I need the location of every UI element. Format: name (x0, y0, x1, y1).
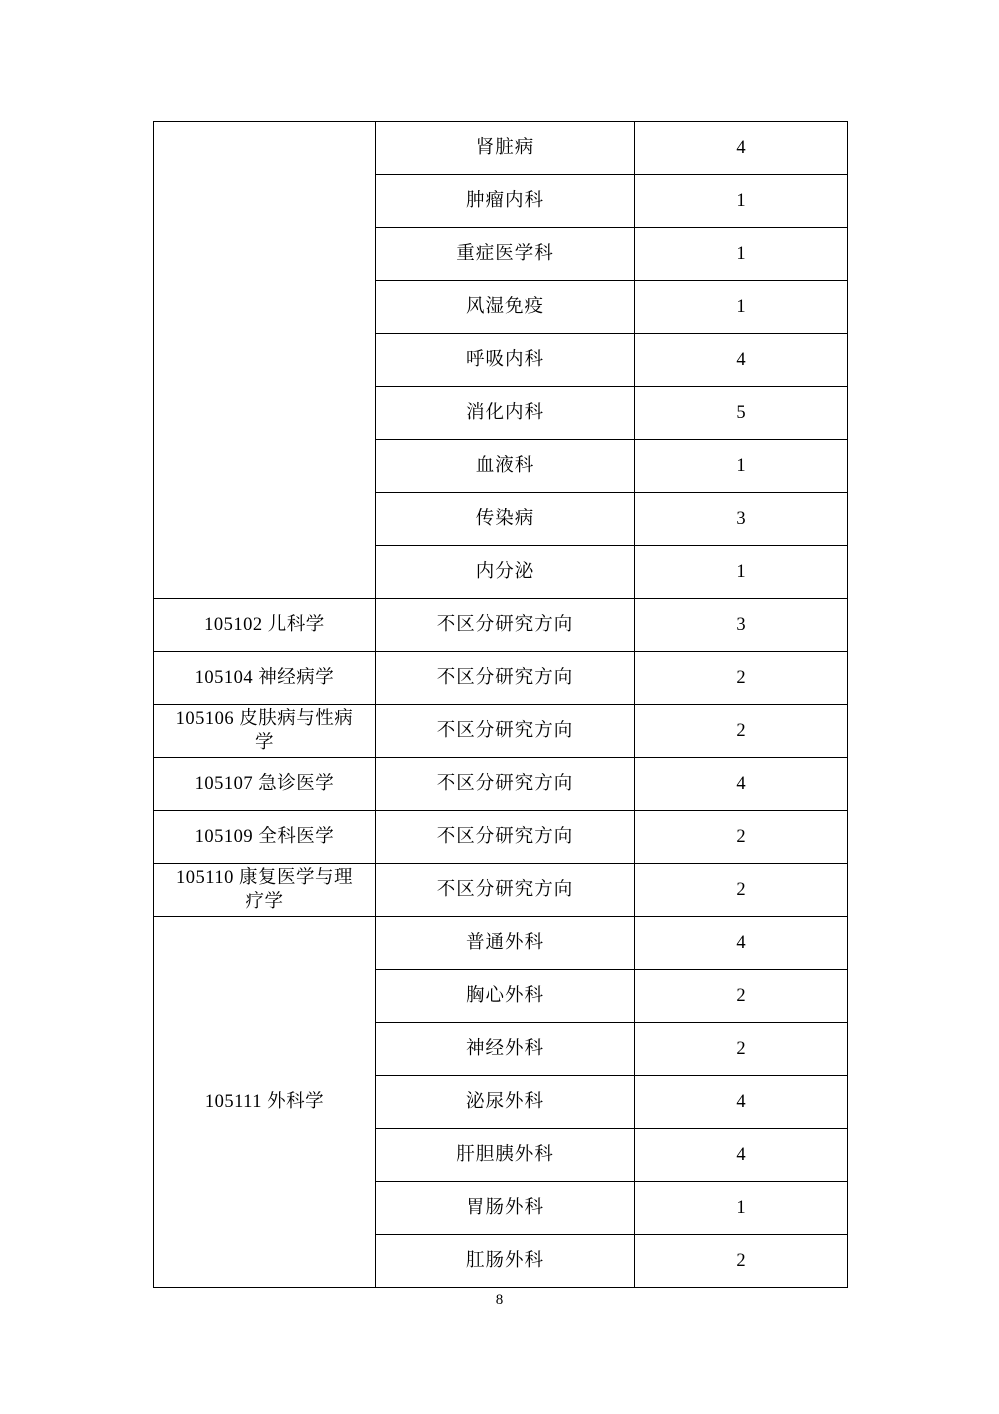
table-row (154, 811, 848, 864)
admissions-table-container (153, 121, 847, 1288)
table-row (154, 652, 848, 705)
direction-cell: 风湿免疫 (376, 281, 635, 334)
count-cell: 5 (635, 387, 848, 440)
major-cell: 105111 外科学 (154, 917, 376, 1288)
count-cell: 4 (635, 758, 848, 811)
admissions-table (153, 121, 848, 1288)
direction-cell: 血液科 (376, 440, 635, 493)
direction-cell: 肿瘤内科 (376, 175, 635, 228)
major-cell-continued (154, 122, 376, 599)
direction-cell: 肝胆胰外科 (376, 1129, 635, 1182)
count-cell: 2 (635, 811, 848, 864)
direction-cell: 胃肠外科 (376, 1182, 635, 1235)
table-row (154, 917, 848, 970)
count-cell: 2 (635, 652, 848, 705)
direction-cell: 肾脏病 (376, 122, 635, 175)
count-cell: 1 (635, 228, 848, 281)
direction-cell: 不区分研究方向 (376, 705, 635, 758)
direction-cell: 不区分研究方向 (376, 652, 635, 705)
direction-cell: 内分泌 (376, 546, 635, 599)
direction-cell: 传染病 (376, 493, 635, 546)
direction-cell: 不区分研究方向 (376, 811, 635, 864)
major-cell: 105109 全科医学 (154, 811, 376, 864)
direction-cell: 肛肠外科 (376, 1235, 635, 1288)
table-row (154, 864, 848, 917)
direction-cell: 重症医学科 (376, 228, 635, 281)
major-cell: 105107 急诊医学 (154, 758, 376, 811)
direction-cell: 呼吸内科 (376, 334, 635, 387)
direction-cell: 普通外科 (376, 917, 635, 970)
table-row (154, 705, 848, 758)
count-cell: 1 (635, 1182, 848, 1235)
direction-cell: 神经外科 (376, 1023, 635, 1076)
table-row (154, 599, 848, 652)
count-cell: 1 (635, 281, 848, 334)
count-cell: 1 (635, 546, 848, 599)
count-cell: 2 (635, 1235, 848, 1288)
major-cell (154, 705, 376, 758)
direction-cell: 泌尿外科 (376, 1076, 635, 1129)
direction-cell: 不区分研究方向 (376, 864, 635, 917)
count-cell: 3 (635, 493, 848, 546)
count-cell: 4 (635, 1076, 848, 1129)
direction-cell: 胸心外科 (376, 970, 635, 1023)
count-cell: 1 (635, 175, 848, 228)
major-line-1: 105106 皮肤病与性病 (175, 708, 354, 729)
count-cell: 4 (635, 334, 848, 387)
count-cell: 2 (635, 1023, 848, 1076)
count-cell: 3 (635, 599, 848, 652)
count-cell: 4 (635, 122, 848, 175)
major-cell: 105104 神经病学 (154, 652, 376, 705)
direction-cell: 不区分研究方向 (376, 599, 635, 652)
table-row (154, 758, 848, 811)
direction-cell: 消化内科 (376, 387, 635, 440)
count-cell: 2 (635, 970, 848, 1023)
page-number: 8 (495, 1292, 504, 1308)
count-cell: 1 (635, 440, 848, 493)
count-cell: 4 (635, 1129, 848, 1182)
major-cell (154, 864, 376, 917)
major-cell: 105102 儿科学 (154, 599, 376, 652)
major-line-2: 学 (254, 733, 274, 753)
table-row (154, 122, 848, 175)
count-cell: 2 (635, 705, 848, 758)
count-cell: 4 (635, 917, 848, 970)
direction-cell: 不区分研究方向 (376, 758, 635, 811)
major-line-1: 105110 康复医学与理 (176, 867, 353, 888)
count-cell: 2 (635, 864, 848, 917)
major-line-2: 疗学 (245, 892, 284, 912)
